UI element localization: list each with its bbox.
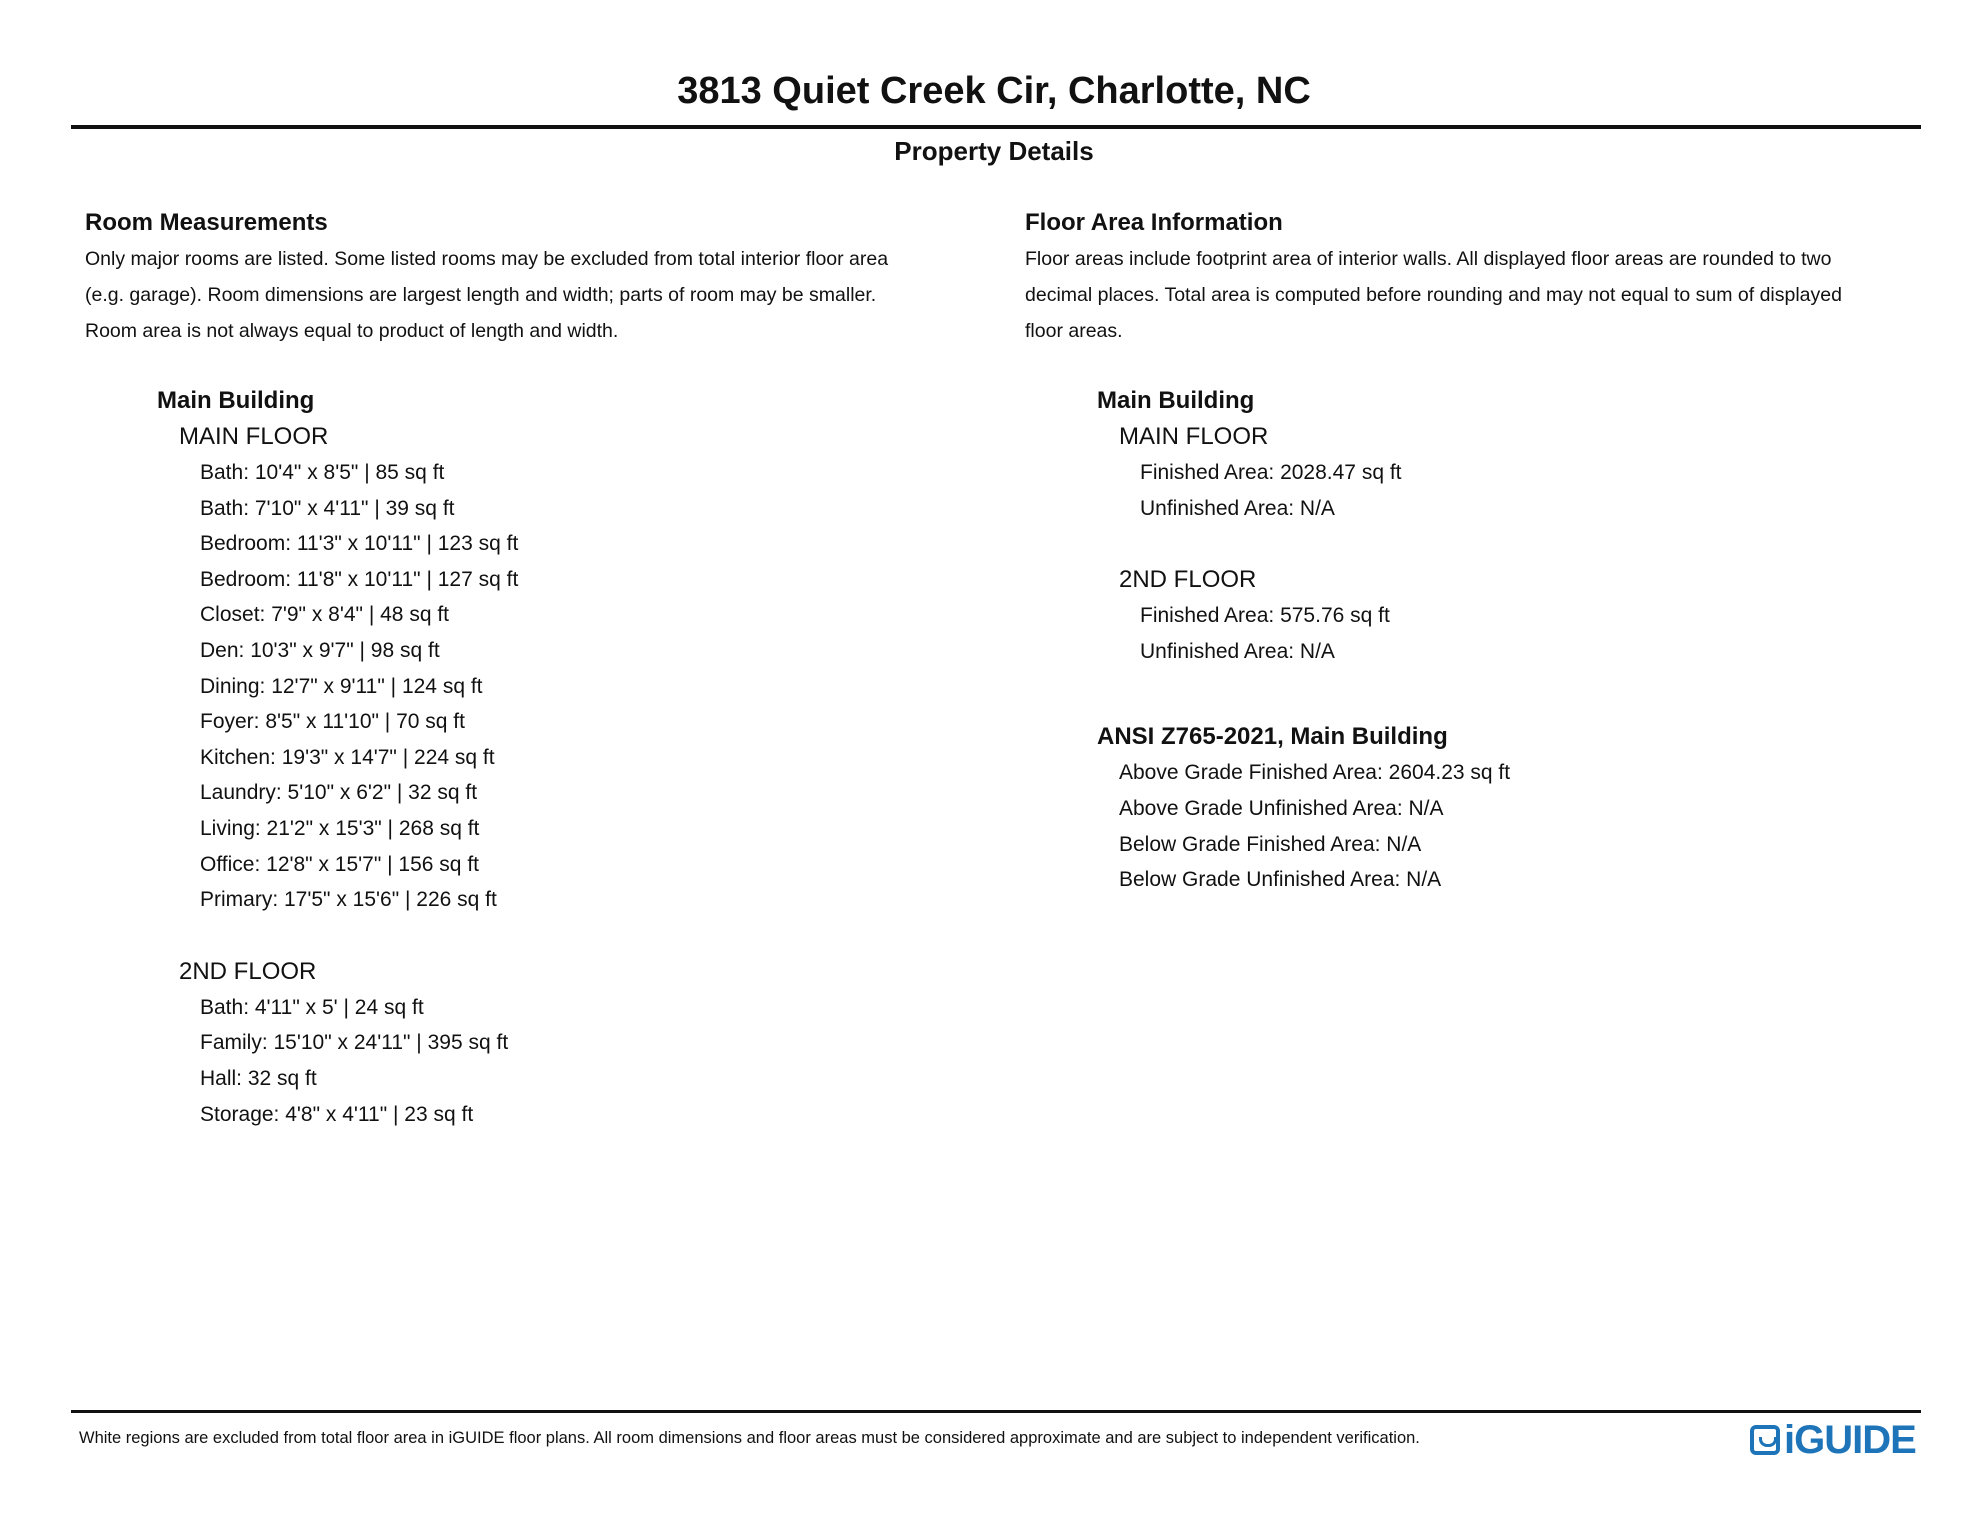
room-measurements-note-line: (e.g. garage). Room dimensions are largest length and width; parts of room may be smaller. xyxy=(85,284,877,306)
ansi-row: Below Grade Unfinished Area: N/A xyxy=(1119,868,1442,892)
page-title: 3813 Quiet Creek Cir, Charlotte, NC xyxy=(677,70,1311,112)
floor-area-note-line: Floor areas include footprint area of interior walls. All displayed floor areas are rounded to two xyxy=(1025,248,1832,270)
room-row: Den: 10'3" x 9'7" | 98 sq ft xyxy=(200,638,440,662)
floor-title-second: 2ND FLOOR xyxy=(179,957,317,985)
room-row: Foyer: 8'5" x 11'10" | 70 sq ft xyxy=(200,710,465,734)
room-row: Storage: 4'8" x 4'11" | 23 sq ft xyxy=(200,1102,474,1126)
room-row: Bath: 10'4" x 8'5" | 85 sq ft xyxy=(200,461,445,484)
room-row: Dining: 12'7" x 9'11" | 124 sq ft xyxy=(200,674,483,698)
room-row: Hall: 32 sq ft xyxy=(200,1066,317,1090)
unfinished-area-row: Unfinished Area: N/A xyxy=(1140,639,1335,663)
unfinished-area-row: Unfinished Area: N/A xyxy=(1140,496,1335,520)
finished-area-row: Finished Area: 575.76 sq ft xyxy=(1140,604,1390,628)
title-divider xyxy=(71,125,1921,129)
room-row: Kitchen: 19'3" x 14'7" | 224 sq ft xyxy=(200,745,495,769)
page-subtitle: Property Details xyxy=(894,136,1094,166)
room-row: Bedroom: 11'3" x 10'11" | 123 sq ft xyxy=(200,532,519,556)
floor-area-note-line: decimal places. Total area is computed before rounding and may not equal to sum of displayed xyxy=(1025,284,1842,306)
floor-title-second: 2ND FLOOR xyxy=(1119,566,1257,594)
footer-divider xyxy=(71,1410,1921,1413)
room-row: Living: 21'2" x 15'3" | 268 sq ft xyxy=(200,816,480,840)
iguide-logo xyxy=(1750,1420,1916,1460)
room-row: Office: 12'8" x 15'7" | 156 sq ft xyxy=(200,852,479,876)
room-row: Family: 15'10" x 24'11" | 395 sq ft xyxy=(200,1031,509,1055)
room-measurements-note-line: Room area is not always equal to product of length and width. xyxy=(85,320,619,342)
logo-text: iGUIDE xyxy=(1784,1418,1916,1462)
main-building-areas xyxy=(1025,383,1935,898)
ansi-row: Above Grade Finished Area: 2604.23 sq ft xyxy=(1119,761,1511,785)
room-measurements-heading: Room Measurements xyxy=(85,209,328,236)
room-row: Bedroom: 11'8" x 10'11" | 127 sq ft xyxy=(200,567,519,591)
ansi-row: Below Grade Finished Area: N/A xyxy=(1119,832,1422,856)
floor-title-main: MAIN FLOOR xyxy=(179,423,329,450)
finished-area-row: Finished Area: 2028.47 sq ft xyxy=(1140,461,1402,484)
room-row: Bath: 7'10" x 4'11" | 39 sq ft xyxy=(200,496,455,520)
main-floor-room-list xyxy=(85,455,985,918)
building-title: Main Building xyxy=(157,387,315,414)
room-row: Closet: 7'9" x 8'4" | 48 sq ft xyxy=(200,603,450,627)
iguide-logo-icon xyxy=(1750,1425,1780,1455)
ansi-row: Above Grade Unfinished Area: N/A xyxy=(1119,796,1444,820)
floor-title-main: MAIN FLOOR xyxy=(1119,423,1269,450)
footer-disclaimer: White regions are excluded from total floor area in iGUIDE floor plans. All room dimensions and floor areas must be considered approximate and are subject to independent verification. xyxy=(79,1429,1420,1447)
floor-area-section xyxy=(1025,205,1935,898)
building-title: Main Building xyxy=(1097,387,1255,414)
main-building-rooms xyxy=(85,383,985,1132)
room-measurements-section xyxy=(85,205,985,1132)
room-row: Primary: 17'5" x 15'6" | 226 sq ft xyxy=(200,888,497,912)
ansi-heading: ANSI Z765-2021, Main Building xyxy=(1097,723,1448,751)
floor-area-heading: Floor Area Information xyxy=(1025,209,1283,236)
floor-area-note-line: floor areas. xyxy=(1025,320,1123,342)
second-floor-room-list xyxy=(85,990,985,1132)
room-row: Bath: 4'11" x 5' | 24 sq ft xyxy=(200,995,424,1019)
room-row: Laundry: 5'10" x 6'2" | 32 sq ft xyxy=(200,781,478,805)
room-measurements-note-line: Only major rooms are listed. Some listed rooms may be excluded from total interior floor area xyxy=(85,248,889,270)
